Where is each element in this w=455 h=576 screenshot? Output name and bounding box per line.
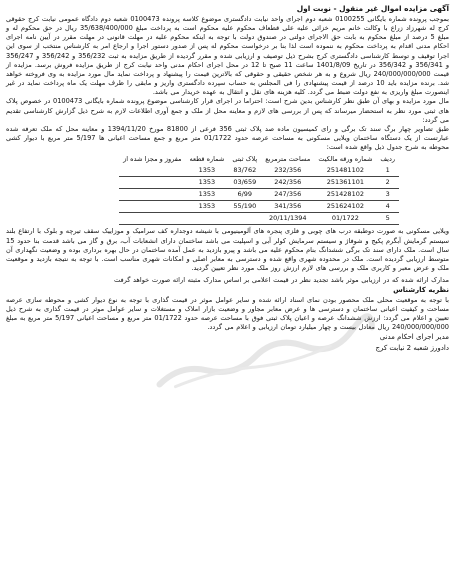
table-cell: 01/1722 bbox=[314, 213, 376, 225]
table-cell: 1353 bbox=[185, 165, 228, 177]
table-cell: 4 bbox=[376, 201, 399, 213]
table-cell: 1353 bbox=[185, 201, 228, 213]
table-cell: 03/659 bbox=[228, 177, 261, 189]
table-cell: 20/11/1394 bbox=[261, 213, 314, 225]
table-cell: 3 bbox=[376, 189, 399, 201]
col-header-plaque: پلاک ثبتی bbox=[232, 155, 258, 164]
table-cell bbox=[185, 213, 228, 225]
col-header-segment: شماره قطعه bbox=[189, 155, 225, 164]
documents-note-paragraph: مدارک ارائه شده که در ارزیابی موثر باشد تجدید نظر در قیمت اعلامی بر اساس مدارک مثبته ارائه صورت خواهد گرفت bbox=[113, 276, 449, 285]
table-cell: 251481102 bbox=[314, 165, 376, 177]
table-cell bbox=[119, 177, 185, 189]
col-header-area: مساحت مترمربع bbox=[265, 155, 311, 164]
table-cell: 6/99 bbox=[228, 189, 261, 201]
table-cell: 251624102 bbox=[314, 201, 376, 213]
table-cell: 1353 bbox=[185, 189, 228, 201]
table-row bbox=[119, 177, 399, 189]
table-row bbox=[119, 189, 399, 201]
table-cell bbox=[119, 165, 185, 177]
parcel-table-wrap bbox=[6, 154, 449, 225]
signature-line: دادورز شعبه 2 نیابت کرج bbox=[375, 343, 449, 352]
appraisal-intro-paragraph: مال مورد مزایده و بهای آن طبق نظر کارشناس بدین شرح است: احتراما در اجرای قرار کارشناسی موضوع پرونده شماره بایگانی 0100473 در خصوص پلاک های ثبتی مورد نظر به استحضار میرساند که پس از بررسی های لازم و معاینه محل از ملک و جمع آوری اطلاعات لازم به شرح ذیل گزارش کارشناسی تقدیم می گردد: bbox=[6, 97, 449, 124]
table-row bbox=[119, 201, 399, 213]
office-name: مدیر اجرای احکام مدنی bbox=[379, 333, 449, 342]
table-cell: 341/356 bbox=[261, 201, 314, 213]
table-row bbox=[119, 213, 399, 225]
table-cell: 2 bbox=[376, 177, 399, 189]
table-cell bbox=[119, 201, 185, 213]
table-cell: 83/762 bbox=[228, 165, 261, 177]
table-cell bbox=[119, 213, 185, 225]
table-cell: 1 bbox=[376, 165, 399, 177]
table-cell: 247/356 bbox=[261, 189, 314, 201]
col-header-deed: شماره ورقه مالکیت bbox=[318, 155, 373, 164]
notice-title: آگهی مزایده اموال غیر منقول - نوبت اول bbox=[296, 4, 449, 13]
property-description-paragraph: طبق تصاویر چهار برگ سند تک برگی و رای کمیسیون ماده صد پلاک ثبتی 356 فرعی از 81800 مورخ 1394/11/20 و معاینه محل که ملک تعرفه شده عبارتست از یک دستگاه ساختمان ویلایی مسکونی به مساحت عرصه حدود 01/1722 متر مربع و جمع مساحت اعیانی ها 5/197 متر مربع با دیوار کشی محوطه به شرح جدول ذیل واقع شده است: bbox=[6, 124, 450, 152]
table-cell: 251361101 bbox=[314, 177, 376, 189]
table-cell: 1353 bbox=[185, 177, 228, 189]
table-cell: 242/356 bbox=[261, 177, 314, 189]
table-cell bbox=[119, 189, 185, 201]
col-header-row: ردیف bbox=[380, 155, 395, 164]
intro-paragraph: بموجب پرونده شماره بایگانی 0100255 شعبه دوم اجرای واحد نیابت دادگستری موضوع کلاسه پرونده 0100473 شعبه دوم دادگاه عمومی نیابت کرج حقوقی کرج له شهرزاد زراع با وکالت خانم مریم خزائی علیه علی قطعاف محکوم علیه محکوم است به پرداخت مبلغ 35/638/400/000 ریال در حق محکوم له و مبلغ 5 درصد از مبلغ محکوم به بابت حق الاجرای دولتی در صندوق دولت با توجه به اینکه محکوم علیه در مهلت قانونی در مهلت مقرر در آیین نامه اجرای احکام مدنی اقدام به پرداخت محکوم به ننموده است لذا بنا بر درخواست محکوم له پس از صدور دستور اجرا و ارجاع امر به کارشناس منتخب از سوی این اجرا توقیف و توسط کارشناسی دادگستری کرج بشرح ذیل توصیف و ارزیابی شده و مقرر گردیده از طریق مزایده به ثبت 356/232 و 356/242 و 356/247 و 356/341 و 356/342 در تاریخ 1401/8/09 ساعت 11 صبح تا 12 در محل اجرای احکام مدنی واحد نیابت کرج از طریق مزایده فروش برسد. مزایده از قیمت 240/000/000/000 ریال شروع و به هر شخص حقیقی و حقوقی که بالاترین قیمت را پیشنهاد و پرداخت نماید مال مورد مزایده به وی فروخته خواهد شد. برنده مزایده باید 10 درصد از قیمت پیشنهادی را فی المجلس به حساب سپرده دادگستری واریز و مابقی را ظرف مهلت یک ماه پرداخت نماید در غیر اینصورت مبلغ واریزی به نفع دولت ضبط می گردد. کلیه هزینه های نقل و انتقال به عهده خریدار می باشد. bbox=[6, 15, 450, 97]
parcel-table bbox=[119, 154, 399, 225]
expert-opinion-heading: نظریه کارشناس bbox=[393, 286, 449, 295]
table-cell bbox=[228, 213, 261, 225]
table-cell: 5 bbox=[376, 213, 399, 225]
table-cell: 232/356 bbox=[261, 165, 314, 177]
building-description-paragraph: ویلایی مسکونی به صورت دوطبقه درب های چوبی و فلزی پنجره های آلومینیومی با شیشه دوجداره کف سرامیک و موزاییک سقف تیرچه و بلوک با ارتفاع بلند سیستم گرمایش آبگرم پکیج و شوفاژ و سیستم سرمایش کولر آبی و اسپلیت می باشد ساختمان دارای انشعابات آب، برق و گاز می باشد قدمت بنا حدود 15 سال است. ملک دارای سند تک برگی ششدانگ بنام محکوم علیه می باشد و پیرو بازدید به عمل آمده ساختمان در حال بهره برداری بوده و وضعیت نگهداری آن متوسط ارزیابی گردیده است. ملک در محدوده شهری واقع شده و دسترسی به معابر اصلی و امکانات شهری مناسب است. با توجه به نتیجه بازدید و موقعیت ملک و عرض معبر و کاربری ملک و بررسی های لازم ارزش روز ملک مورد نظر تعیین گردید. bbox=[6, 227, 449, 272]
col-header-separated: مفروز و مجزا شده از bbox=[123, 155, 182, 164]
table-cell: 55/190 bbox=[228, 201, 261, 213]
table-cell: 251428102 bbox=[314, 189, 376, 201]
expert-opinion-paragraph: با توجه به موقعیت محلی ملک محصور بودن نمای اسناد ارائه شده و سایر عوامل موثر در قیمت گذاری با توجه به نوع دیوار کشی و محوطه سازی عرصه مساحت و کیفیت اعیانی ساختمان و دسترسی ها و عرض معابر مجاور و وضعیت بازار املاک و مستغلات و سایر عوامل موثر در قیمت گذاری به شرح ذیل تعیین و اعلام می گردد: ارزش ششدانگ عرصه و اعیان پلاک ثبتی فوق با مساحت عرصه حدود 01/1722 متر مربع و مساحت اعیانی 5/197 متر مربع به مبلغ 240/000/000/000 ریال معادل بیست و چهار میلیارد تومان ارزیابی و اعلام می گردد. bbox=[6, 295, 449, 332]
table-row bbox=[119, 165, 399, 177]
